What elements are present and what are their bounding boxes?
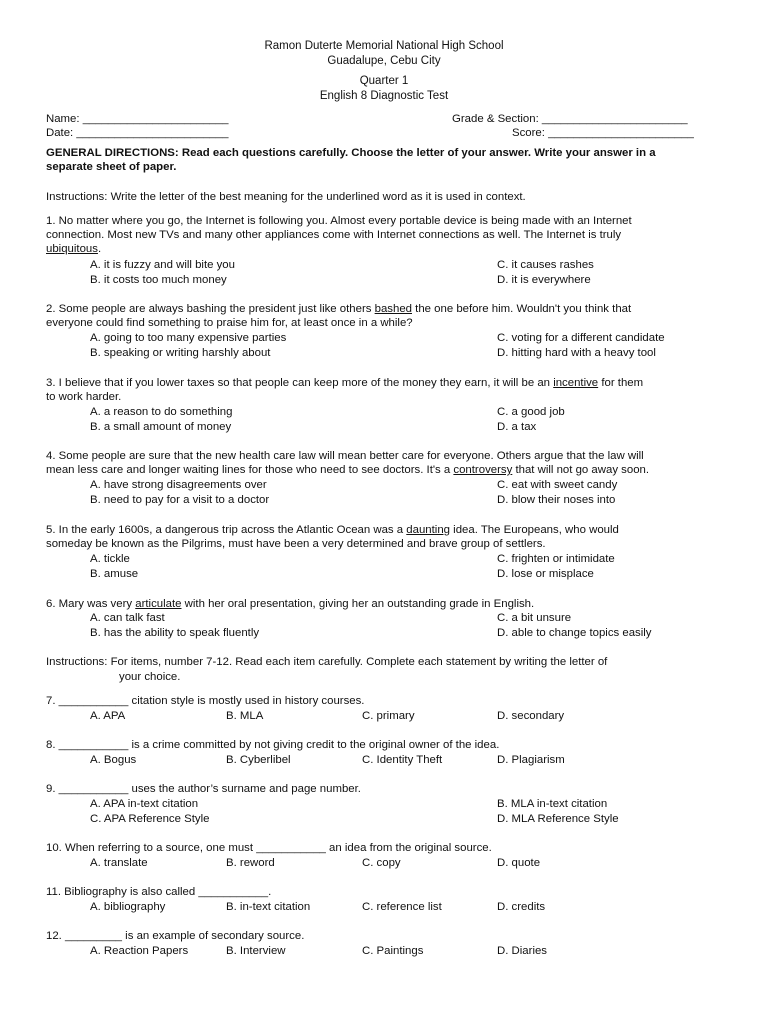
test-title: English 8 Diagnostic Test [319,90,449,102]
q3-underlined-word: incentive [553,377,599,389]
q11-option-b: B. in-text citation [226,901,311,913]
q2-line-1: 2. Some people are always bashing the president just like others bashed the one before him. Wouldn't you think that [46,303,632,315]
q7-option-b: B. MLA [226,710,264,722]
q2-line-2: everyone could find something to praise him for, at least once in a while? [46,317,413,329]
instructions-2-line-2: your choice. [119,671,181,683]
q1-option-a: A. it is fuzzy and will bite you [90,259,235,271]
q9-stem: 9. ___________ uses the author’s surname and page number. [46,783,361,795]
q1-line-2: connection. Most new TVs and many other appliances come with Internet connections as well. The Internet is truly [46,229,622,241]
date-field: Date: ________________________ [46,127,229,139]
q3-line-2: to work harder. [46,391,122,403]
q9-option-a: A. APA in-text citation [90,798,199,810]
q8-option-c: C. Identity Theft [362,754,443,766]
q4-option-d: D. blow their noses into [497,494,616,506]
q11-option-a: A. bibliography [90,901,166,913]
q8-option-d: D. Plagiarism [497,754,565,766]
q2-option-a: A. going to too many expensive parties [90,332,287,344]
school-name: Ramon Duterte Memorial National High School [264,40,504,52]
q7-option-c: C. primary [362,710,415,722]
name-field: Name: _______________________ [46,113,229,125]
q5-option-c: C. frighten or intimidate [497,553,615,565]
q9-option-d: D. MLA Reference Style [497,813,619,825]
q10-option-d: D. quote [497,857,541,869]
q12-option-b: B. Interview [226,945,286,957]
q8-option-a: A. Bogus [90,754,137,766]
q7-option-a: A. APA [90,710,126,722]
q12-option-c: C. Paintings [362,945,424,957]
q7-option-d: D. secondary [497,710,565,722]
q4-underlined-word: controversy [453,464,513,476]
score-field: Score: _______________________ [512,127,694,139]
q2-option-b: B. speaking or writing harshly about [90,347,271,359]
school-location: Guadalupe, Cebu City [327,55,441,67]
q1-underlined-word: ubiquitous [46,243,98,255]
q6-option-a: A. can talk fast [90,612,165,624]
q9-option-b: B. MLA in-text citation [497,798,608,810]
q4-option-c: C. eat with sweet candy [497,479,618,491]
quarter-label: Quarter 1 [359,75,409,87]
q2-underlined-word: bashed [374,303,412,315]
q3-option-a: A. a reason to do something [90,406,233,418]
q2-option-c: C. voting for a different candidate [497,332,665,344]
q1-option-d: D. it is everywhere [497,274,591,286]
general-directions-line-2: separate sheet of paper. [46,161,177,173]
general-directions-line-1: GENERAL DIRECTIONS: Read each questions carefully. Choose the letter of your answer. Write your answer in a [46,147,656,159]
q8-option-b: B. Cyberlibel [226,754,291,766]
q11-option-d: D. credits [497,901,546,913]
q5-option-d: D. lose or misplace [497,568,594,580]
q10-stem: 10. When referring to a source, one must ___________ an idea from the original source. [46,842,492,854]
q4-option-a: A. have strong disagreements over [90,479,267,491]
instructions-1: Instructions: Write the letter of the best meaning for the underlined word as it is used in context. [46,191,526,203]
q5-line-1: 5. In the early 1600s, a dangerous trip across the Atlantic Ocean was a daunting idea. The Europeans, who would [46,524,619,536]
grade-section-field: Grade & Section: _______________________ [452,113,688,125]
q2-option-d: D. hitting hard with a heavy tool [497,347,656,359]
q5-option-a: A. tickle [90,553,130,565]
q3-option-d: D. a tax [497,421,537,433]
q6-option-d: D. able to change topics easily [497,627,652,639]
q6-option-b: B. has the ability to speak fluently [90,627,260,639]
q6-option-c: C. a bit unsure [497,612,572,624]
q5-underlined-word: daunting [406,524,450,536]
q12-option-a: A. Reaction Papers [90,945,189,957]
q10-option-b: B. reword [226,857,275,869]
q5-line-2: someday be known as the Pilgrims, must have been a very determined and brave group of settlers. [46,538,546,550]
q1-line-3: ubiquitous. [46,243,102,255]
q10-option-c: C. copy [362,857,401,869]
instructions-2-line-1: Instructions: For items, number 7-12. Read each item carefully. Complete each statement by writing the letter of [46,656,608,668]
q4-line-1: 4. Some people are sure that the new health care law will mean better care for everyone. Others argue that the law will [46,450,644,462]
q6-line-1: 6. Mary was very articulate with her oral presentation, giving her an outstanding grade in English. [46,598,535,610]
q12-stem: 12. _________ is an example of secondary source. [46,930,305,942]
q5-option-b: B. amuse [90,568,139,580]
q3-option-c: C. a good job [497,406,565,418]
q4-option-b: B. need to pay for a visit to a doctor [90,494,270,506]
q3-line-1: 3. I believe that if you lower taxes so that people can keep more of the money they earn, it will be an incentive for them [46,377,644,389]
q6-underlined-word: articulate [135,598,182,610]
q1-option-b: B. it costs too much money [90,274,227,286]
q11-stem: 11. Bibliography is also called ___________. [46,886,272,898]
q11-option-c: C. reference list [362,901,442,913]
q4-line-2: mean less care and longer waiting lines for those who need to see doctors. It's a controversy that will not go away soon. [46,464,650,476]
q7-stem: 7. ___________ citation style is mostly used in history courses. [46,695,365,707]
q3-option-b: B. a small amount of money [90,421,232,433]
q10-option-a: A. translate [90,857,148,869]
q9-option-c: C. APA Reference Style [90,813,210,825]
q1-option-c: C. it causes rashes [497,259,594,271]
q8-stem: 8. ___________ is a crime committed by not giving credit to the original owner of the idea. [46,739,500,751]
q1-line-1: 1. No matter where you go, the Internet is following you. Almost every portable device is being made with an Internet [46,215,632,227]
q12-option-d: D. Diaries [497,945,548,957]
